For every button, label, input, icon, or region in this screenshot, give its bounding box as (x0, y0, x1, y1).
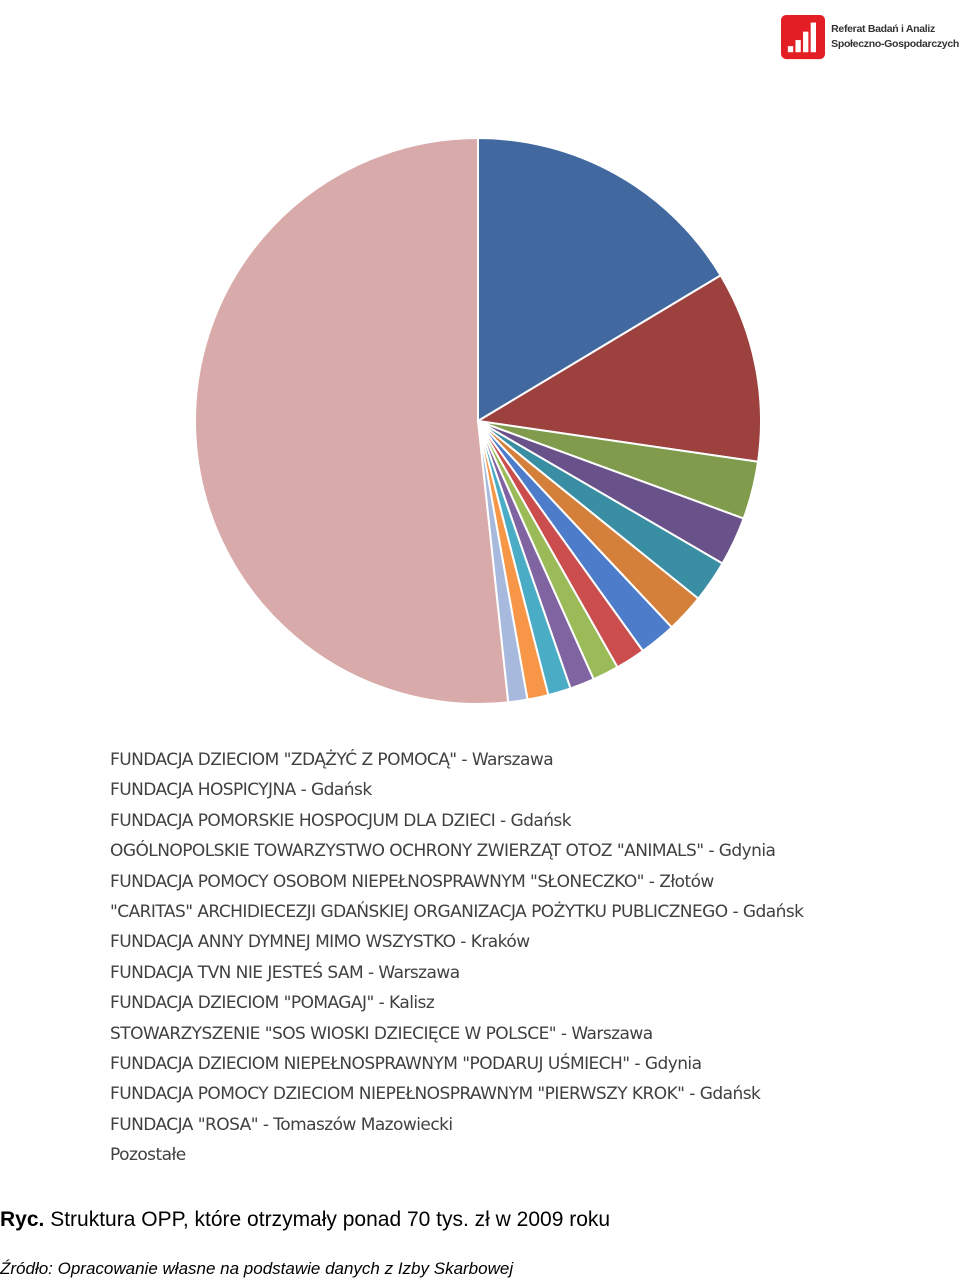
legend-item-13: FUNDACJA "ROSA" - Tomaszów Mazowiecki (110, 1114, 453, 1135)
pie-slice-14 (195, 138, 508, 704)
legend-item-2: FUNDACJA HOSPICYJNA - Gdańsk (110, 780, 372, 801)
legend-item-8: FUNDACJA TVN NIE JESTEŚ SAM - Warszawa (110, 962, 460, 983)
legend-item-11: FUNDACJA DZIECIOM NIEPEŁNOSPRAWNYM "PODARUJ UŚMIECH" - Gdynia (110, 1053, 702, 1074)
legend-item-7: FUNDACJA ANNY DYMNEJ MIMO WSZYSTKO - Kraków (110, 932, 530, 953)
legend-item-12: FUNDACJA POMOCY DZIECIOM NIEPEŁNOSPRAWNYM "PIERWSZY KROK" - Gdańsk (110, 1084, 761, 1105)
legend-item-14: Pozostałe (110, 1145, 186, 1166)
figure-caption (0, 1208, 610, 1232)
logo-line-2: Społeczno-Gospodarczych (831, 38, 959, 50)
logo-line-1: Referat Badań i Analiz (831, 23, 935, 35)
legend-item-1: FUNDACJA DZIECIOM "ZDĄŻYĆ Z POMOCĄ" - Warszawa (110, 750, 554, 770)
chart-legend (110, 745, 930, 1170)
caption-prefix: Ryc. (0, 1208, 45, 1231)
legend-item-9: FUNDACJA DZIECIOM "POMAGAJ" - Kalisz (110, 993, 435, 1014)
legend-item-10: STOWARZYSZENIE "SOS WIOSKI DZIECIĘCE W POLSCE" - Warszawa (110, 1023, 653, 1044)
legend-item-4: OGÓLNOPOLSKIE TOWARZYSTWO OCHRONY ZWIERZĄT OTOZ "ANIMALS" - Gdynia (110, 841, 776, 862)
figure-source: Źródło: Opracowanie własne na podstawie danych z Izby Skarbowej (0, 1259, 514, 1278)
legend-item-5: FUNDACJA POMOCY OSOBOM NIEPEŁNOSPRAWNYM "SŁONECZKO" - Złotów (110, 871, 714, 892)
caption-text: Struktura OPP, które otrzymały ponad 70 tys. zł w 2009 roku (44, 1208, 611, 1231)
legend-item-6: "CARITAS" ARCHIDIECEZJI GDAŃSKIEJ ORGANIZACJA POŻYTKU PUBLICZNEGO - Gdańsk (110, 901, 804, 922)
legend-item-3: FUNDACJA POMORSKIE HOSPOCJUM DLA DZIECI - Gdańsk (110, 810, 572, 831)
